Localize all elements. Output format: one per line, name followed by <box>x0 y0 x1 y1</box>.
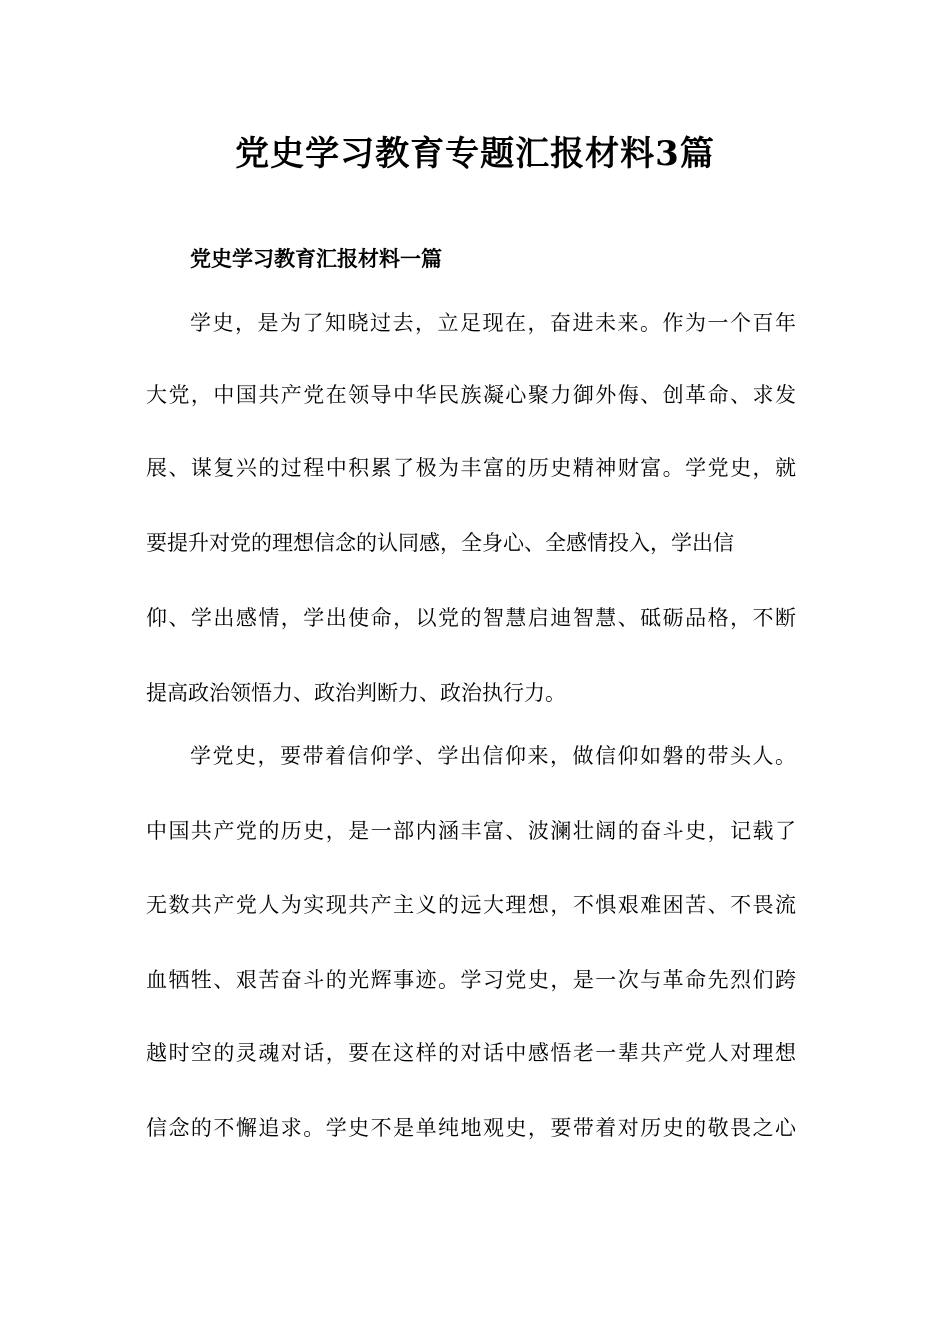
document-title: 党史学习教育专题汇报材料3篇 <box>235 134 715 174</box>
paragraph-2-line-6: 信念的不懈追求。学史不是单纯地观史，要带着对历史的敬畏之心 <box>146 1116 796 1140</box>
paragraph-1-line-6: 提高政治领悟力、政治判断力、政治执行力。 <box>146 681 566 705</box>
paragraph-2-line-4: 血牺牲、艰苦奋斗的光辉事迹。学习党史，是一次与革命先烈们跨 <box>146 968 796 992</box>
paragraph-1-line-3: 展、谋复兴的过程中积累了极为丰富的历史精神财富。学党史，就 <box>146 456 796 480</box>
paragraph-2-line-3: 无数共产党人为实现共产主义的远大理想，不惧艰难困苦、不畏流 <box>146 893 796 917</box>
section-heading: 党史学习教育汇报材料一篇 <box>190 246 442 271</box>
paragraph-2-line-2: 中国共产党的历史，是一部内涵丰富、波澜壮阔的奋斗史，记载了 <box>146 819 796 843</box>
paragraph-2-line-5: 越时空的灵魂对话，要在这样的对话中感悟老一辈共产党人对理想 <box>146 1041 796 1065</box>
paragraph-2-line-1: 学党史，要带着信仰学、学出信仰来，做信仰如磐的带头人。 <box>190 744 796 768</box>
paragraph-1-line-2: 大党，中国共产党在领导中华民族凝心聚力御外侮、创革命、求发 <box>146 383 796 407</box>
paragraph-1-line-5: 仰、学出感情，学出使命，以党的智慧启迪智慧、砥砺品格，不断 <box>146 606 796 630</box>
paragraph-1-line-4: 要提升对党的理想信念的认同感，全身心、全感情投入，学出信 <box>146 531 734 555</box>
paragraph-1-line-1: 学史，是为了知晓过去，立足现在，奋进未来。作为一个百年 <box>190 311 796 335</box>
